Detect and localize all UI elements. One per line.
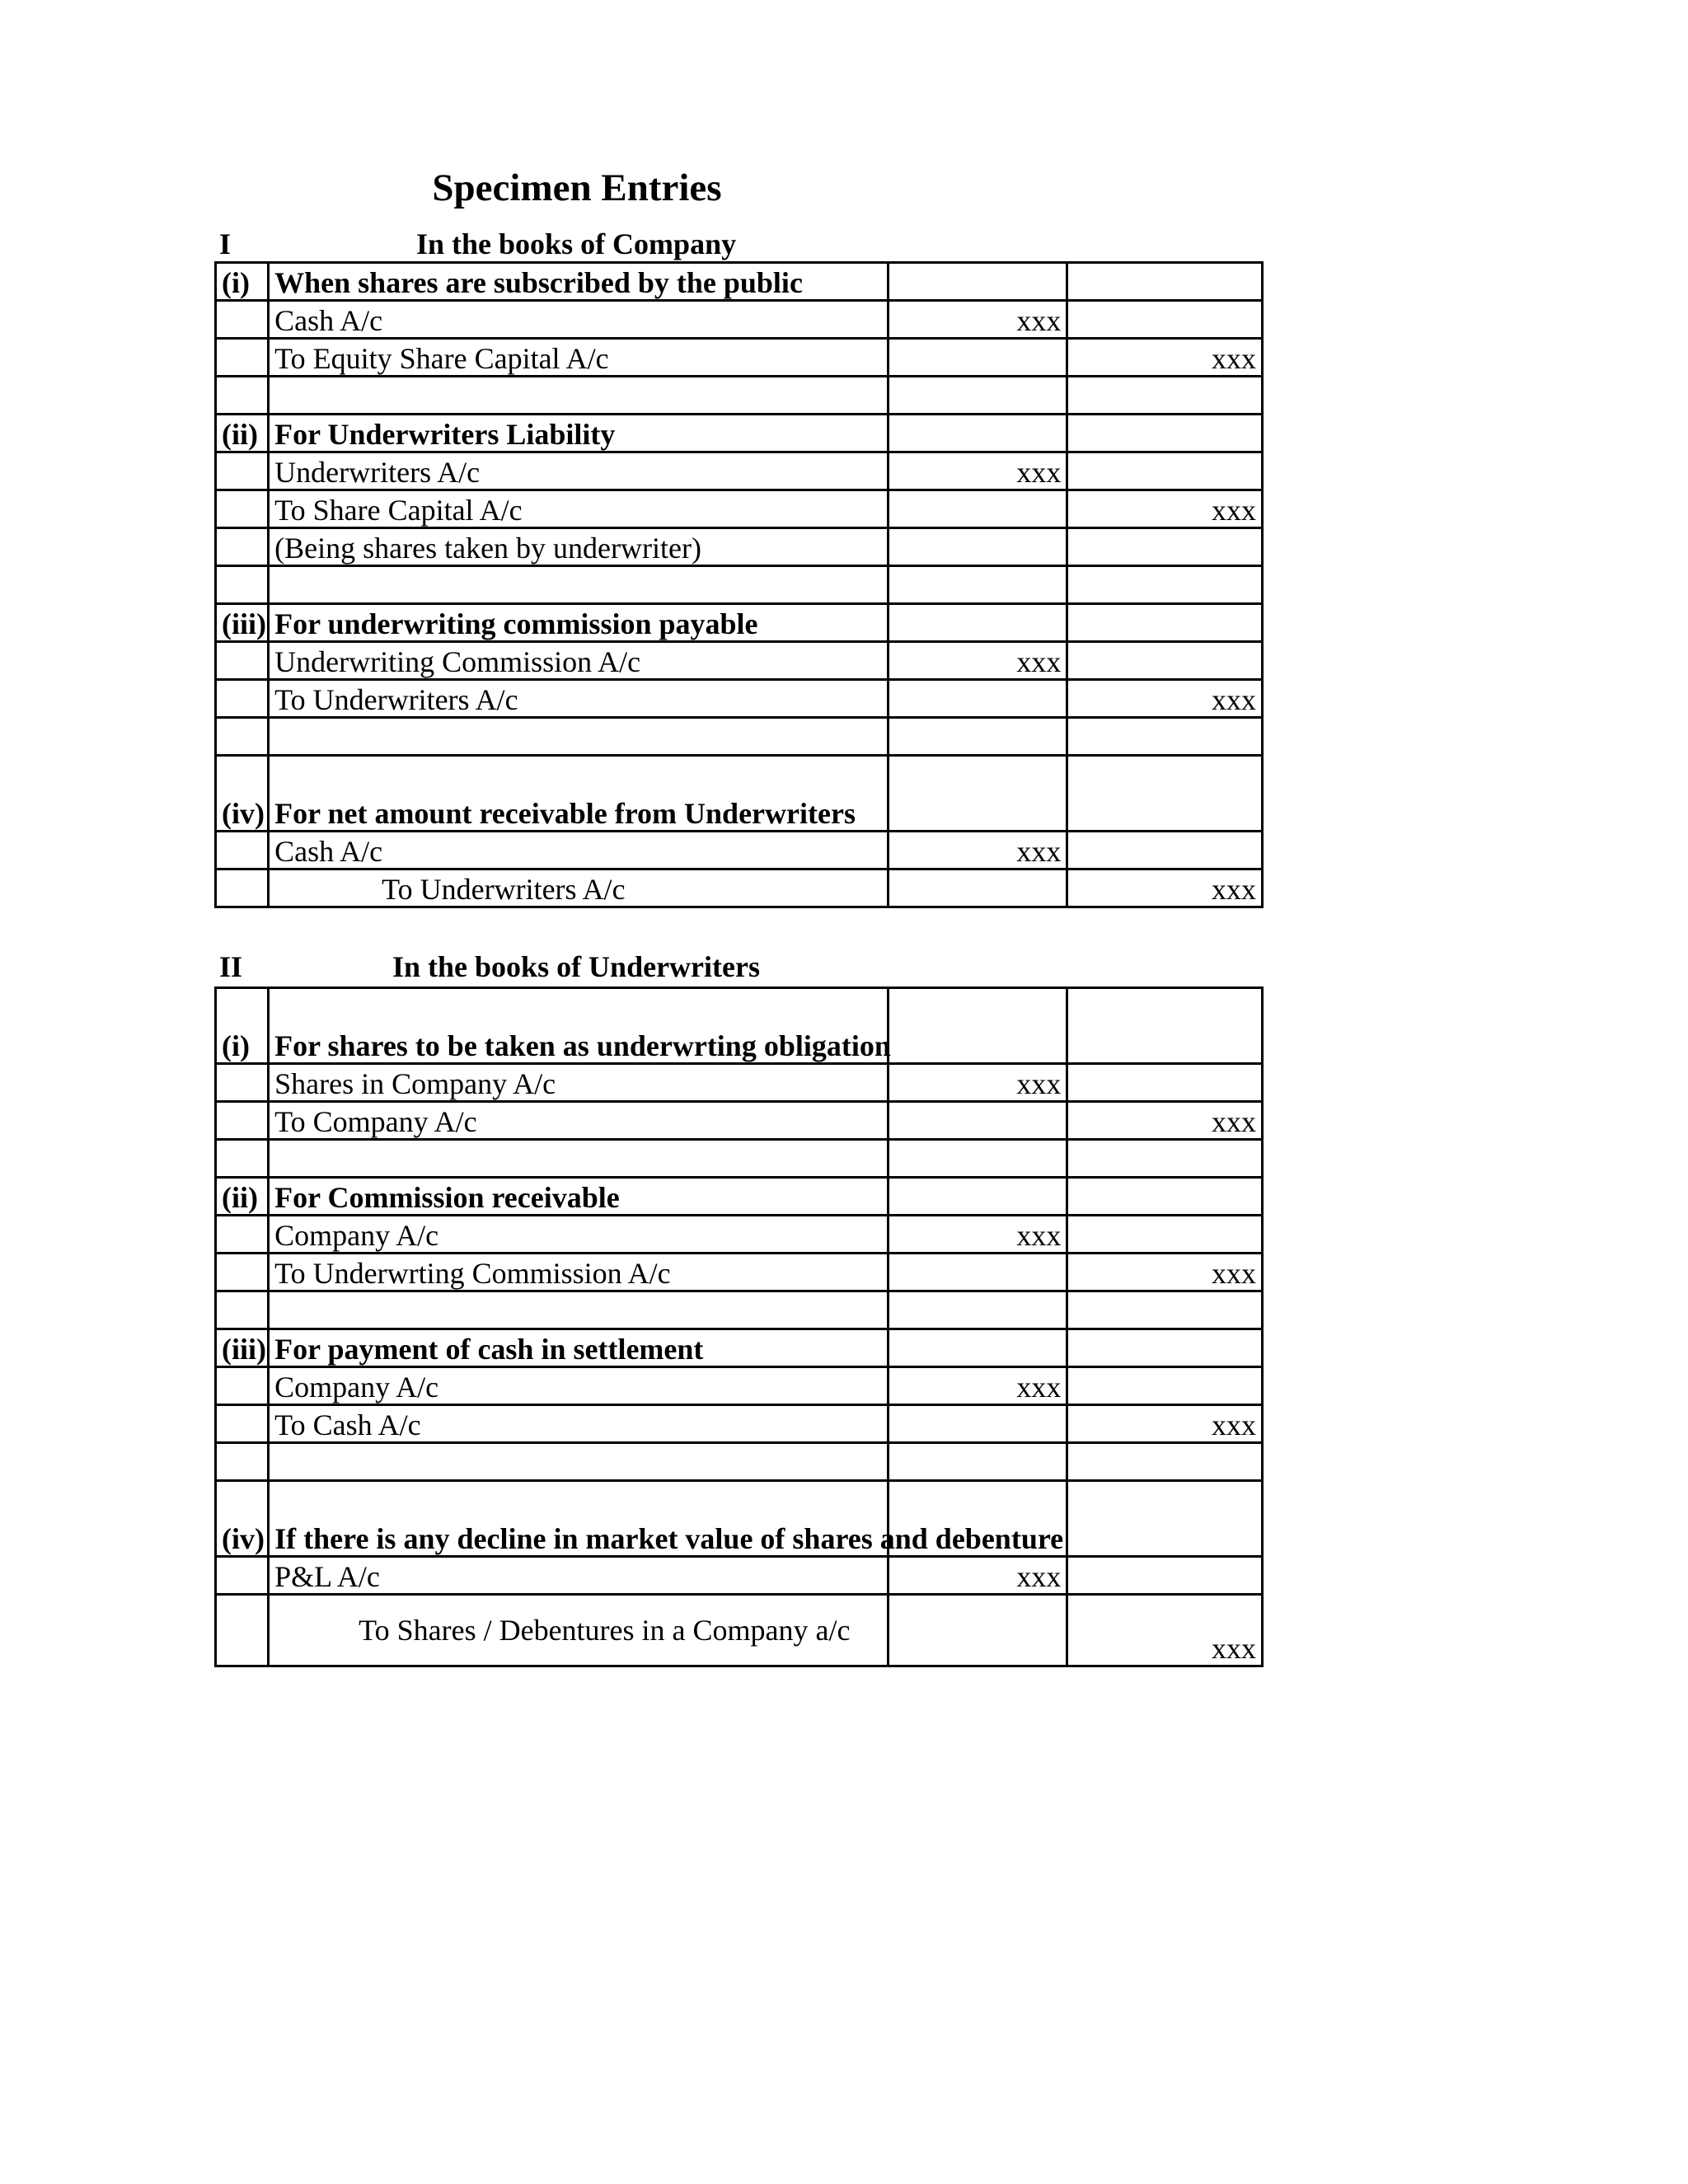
debit-amount: [888, 1254, 1067, 1291]
credit-amount: [1067, 718, 1263, 756]
debit-account: Cash A/c: [269, 301, 889, 339]
debit-amount: [888, 1291, 1067, 1329]
debit-amount: xxx: [888, 301, 1067, 339]
debit-amount: [888, 528, 1067, 566]
debit-amount: [888, 1595, 1067, 1666]
entry-heading: For payment of cash in settlement: [269, 1329, 889, 1367]
debit-amount: [888, 718, 1067, 756]
entry-heading: For Commission receivable: [269, 1178, 889, 1216]
entry-number: [216, 1557, 269, 1595]
entry-number: [216, 301, 269, 339]
entry-number: [216, 566, 269, 604]
credit-amount: [1067, 1481, 1263, 1557]
table-row: [216, 1443, 1263, 1481]
debit-amount: [888, 415, 1067, 452]
blank-cell: [269, 377, 889, 415]
table-row: [216, 339, 1263, 377]
entry-number: [216, 1367, 269, 1405]
credit-amount: [1067, 988, 1263, 1064]
table-row: [216, 1595, 1263, 1666]
entry-number: [216, 1595, 269, 1666]
table-row: [216, 869, 1263, 907]
table-row: [216, 604, 1263, 642]
section-number: II: [219, 950, 243, 983]
credit-amount: [1067, 263, 1263, 301]
table-row: [216, 1291, 1263, 1329]
credit-account: To Underwriters A/c: [269, 869, 889, 907]
credit-amount: [1067, 756, 1263, 832]
entry-number: (iii): [216, 1329, 269, 1367]
credit-amount: [1067, 1557, 1263, 1595]
credit-amount: xxx: [1067, 1595, 1263, 1666]
entry-number: [216, 490, 269, 528]
credit-account: To Equity Share Capital A/c: [269, 339, 889, 377]
credit-amount: xxx: [1067, 339, 1263, 377]
debit-amount: xxx: [888, 1367, 1067, 1405]
table-row: [216, 1178, 1263, 1216]
table-row: [216, 1102, 1263, 1140]
credit-amount: [1067, 1216, 1263, 1254]
credit-amount: [1067, 832, 1263, 869]
entry-number: [216, 869, 269, 907]
entry-number: [216, 1216, 269, 1254]
entry-number: [216, 528, 269, 566]
table-row: [216, 452, 1263, 490]
table-row: [216, 1254, 1263, 1291]
table-row: [216, 642, 1263, 680]
table-row: [216, 377, 1263, 415]
debit-amount: [888, 680, 1067, 718]
entry-number: [216, 377, 269, 415]
credit-amount: xxx: [1067, 1405, 1263, 1443]
table-row: [216, 988, 1263, 1064]
entry-number: (ii): [216, 1178, 269, 1216]
debit-amount: xxx: [888, 642, 1067, 680]
credit-amount: [1067, 1443, 1263, 1481]
table-row: [216, 1481, 1263, 1557]
debit-amount: [888, 377, 1067, 415]
table-row: [216, 756, 1263, 832]
credit-amount: [1067, 642, 1263, 680]
entry-number: [216, 1064, 269, 1102]
entry-number: [216, 680, 269, 718]
entry-number: (i): [216, 988, 269, 1064]
credit-account: To Underwriters A/c: [269, 680, 889, 718]
credit-amount: [1067, 1329, 1263, 1367]
credit-account: To Underwrting Commission A/c: [269, 1254, 889, 1291]
entry-heading: For Underwriters Liability: [269, 415, 889, 452]
debit-amount: xxx: [888, 1216, 1067, 1254]
entry-number: (iii): [216, 604, 269, 642]
table-row: [216, 680, 1263, 718]
entry-number: (i): [216, 263, 269, 301]
debit-amount: [888, 339, 1067, 377]
credit-amount: xxx: [1067, 1102, 1263, 1140]
credit-amount: [1067, 1178, 1263, 1216]
debit-amount: [888, 1329, 1067, 1367]
credit-account: To Shares / Debentures in a Company a/c: [269, 1595, 889, 1666]
entry-heading: For underwriting commission payable: [269, 604, 889, 642]
credit-amount: [1067, 1367, 1263, 1405]
credit-amount: xxx: [1067, 680, 1263, 718]
table-row: [216, 263, 1263, 301]
section-number: I: [219, 227, 232, 260]
table-row: [216, 1405, 1263, 1443]
entry-heading: If there is any decline in market value of shares and debenture: [269, 1481, 889, 1557]
section-heading: In the books of Company: [416, 227, 737, 260]
credit-amount: xxx: [1067, 1254, 1263, 1291]
blank-cell: [269, 1140, 889, 1178]
entry-number: [216, 832, 269, 869]
table-row: [216, 301, 1263, 339]
table-row: [216, 490, 1263, 528]
debit-amount: [888, 1178, 1067, 1216]
credit-amount: [1067, 1291, 1263, 1329]
debit-account: P&L A/c: [269, 1557, 889, 1595]
debit-amount: xxx: [888, 832, 1067, 869]
debit-account: Shares in Company A/c: [269, 1064, 889, 1102]
journal-table-company: [214, 261, 1264, 908]
blank-cell: [269, 1291, 889, 1329]
table-row: [216, 1216, 1263, 1254]
credit-account: To Share Capital A/c: [269, 490, 889, 528]
debit-amount: [888, 869, 1067, 907]
entry-heading: For net amount receivable from Underwriters: [269, 756, 889, 832]
entry-number: (iv): [216, 1481, 269, 1557]
debit-amount: [888, 988, 1067, 1064]
entry-number: [216, 642, 269, 680]
credit-amount: [1067, 604, 1263, 642]
debit-amount: [888, 1102, 1067, 1140]
credit-amount: xxx: [1067, 869, 1263, 907]
table-row: [216, 566, 1263, 604]
debit-amount: [888, 604, 1067, 642]
page-title: Specimen Entries: [432, 166, 722, 209]
debit-amount: [888, 1140, 1067, 1178]
table-row: [216, 1367, 1263, 1405]
debit-amount: [888, 263, 1067, 301]
credit-amount: [1067, 528, 1263, 566]
credit-amount: xxx: [1067, 490, 1263, 528]
section-heading: In the books of Underwriters: [392, 950, 760, 983]
credit-amount: [1067, 1064, 1263, 1102]
entry-number: [216, 1443, 269, 1481]
debit-account: Underwriting Commission A/c: [269, 642, 889, 680]
blank-cell: [269, 718, 889, 756]
entry-number: (iv): [216, 756, 269, 832]
debit-account: Company A/c: [269, 1216, 889, 1254]
entry-number: [216, 1102, 269, 1140]
blank-cell: [269, 566, 889, 604]
blank-cell: [269, 1443, 889, 1481]
table-row: [216, 415, 1263, 452]
debit-amount: [888, 566, 1067, 604]
entry-number: [216, 339, 269, 377]
credit-account: To Cash A/c: [269, 1405, 889, 1443]
table-row: [216, 1140, 1263, 1178]
journal-table-underwriters: [214, 987, 1264, 1667]
debit-amount: [888, 756, 1067, 832]
entry-heading: For shares to be taken as underwrting obligation: [269, 988, 889, 1064]
debit-amount: xxx: [888, 1064, 1067, 1102]
debit-amount: [888, 1443, 1067, 1481]
debit-amount: [888, 1405, 1067, 1443]
debit-account: Company A/c: [269, 1367, 889, 1405]
credit-account: To Company A/c: [269, 1102, 889, 1140]
entry-number: [216, 718, 269, 756]
entry-number: [216, 1254, 269, 1291]
table-row: [216, 832, 1263, 869]
entry-number: [216, 1140, 269, 1178]
table-row: [216, 718, 1263, 756]
credit-amount: [1067, 452, 1263, 490]
credit-amount: [1067, 377, 1263, 415]
table-row: [216, 1329, 1263, 1367]
debit-account: Cash A/c: [269, 832, 889, 869]
debit-amount: xxx: [888, 1557, 1067, 1595]
entry-number: [216, 452, 269, 490]
entry-number: (ii): [216, 415, 269, 452]
credit-amount: [1067, 301, 1263, 339]
table-row: [216, 1557, 1263, 1595]
table-row: [216, 1064, 1263, 1102]
credit-amount: [1067, 566, 1263, 604]
entry-number: [216, 1291, 269, 1329]
credit-amount: [1067, 1140, 1263, 1178]
entry-number: [216, 1405, 269, 1443]
table-row: [216, 528, 1263, 566]
credit-amount: [1067, 415, 1263, 452]
entry-heading: When shares are subscribed by the public: [269, 263, 889, 301]
narration: (Being shares taken by underwriter): [269, 528, 889, 566]
debit-amount: [888, 490, 1067, 528]
debit-amount: xxx: [888, 452, 1067, 490]
debit-account: Underwriters A/c: [269, 452, 889, 490]
